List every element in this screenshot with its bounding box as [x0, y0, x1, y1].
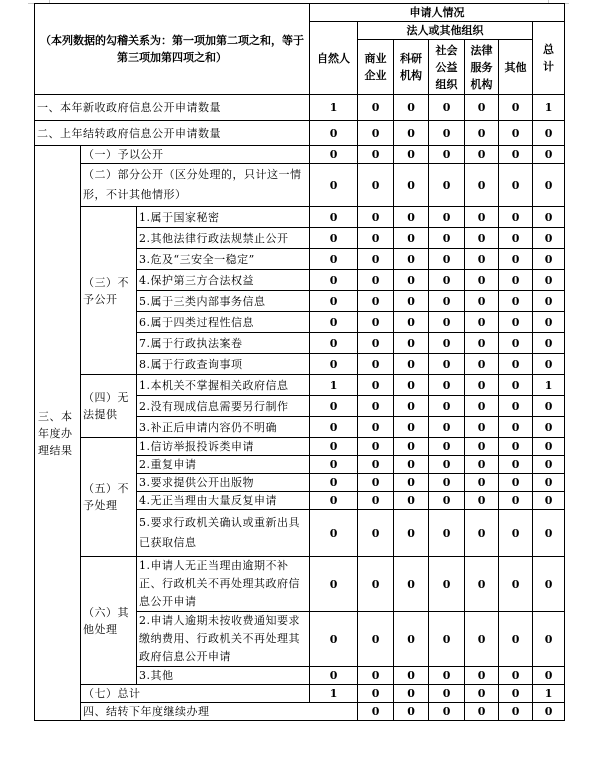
- cell: 0: [358, 207, 394, 228]
- cell: 0: [465, 612, 499, 667]
- cell: 0: [465, 703, 499, 721]
- cell: 1: [310, 375, 358, 396]
- cell: 0: [499, 417, 533, 438]
- cell: 0: [429, 557, 465, 612]
- cell: 0: [358, 375, 394, 396]
- public-welfare-org-header: 社会公益组织: [429, 40, 465, 95]
- cell: 0: [394, 312, 429, 333]
- row-label: 2.申请人逾期未按收费通知要求缴纳费用、行政机关不再处理其政府信息公开申请: [137, 612, 310, 667]
- cell: 0: [394, 417, 429, 438]
- cell: 0: [429, 228, 465, 249]
- natural-person-header: 自然人: [310, 22, 358, 95]
- row-label: 4.无正当理由大量反复申请: [137, 492, 310, 510]
- cell: 0: [533, 474, 565, 492]
- cell: 0: [358, 474, 394, 492]
- row-label: 3.补正后申请内容仍不明确: [137, 417, 310, 438]
- cell: 0: [429, 207, 465, 228]
- cell: 0: [429, 270, 465, 291]
- cell: 0: [533, 417, 565, 438]
- cell: 0: [465, 95, 499, 121]
- cell: 0: [533, 456, 565, 474]
- cell: 1: [533, 375, 565, 396]
- row-label: 4.保护第三方合法权益: [137, 270, 310, 291]
- row-label: 6.属于四类过程性信息: [137, 312, 310, 333]
- row-label: 3.要求提供公开出版物: [137, 474, 310, 492]
- cell: 0: [310, 456, 358, 474]
- cell: 0: [429, 510, 465, 557]
- cell: 0: [499, 146, 533, 164]
- cell: 0: [358, 417, 394, 438]
- cell: 0: [465, 438, 499, 456]
- cell: 0: [429, 354, 465, 375]
- row-label: （二）部分公开（区分处理的，只计这一情形，不计其他情形）: [81, 164, 310, 207]
- cell: 0: [310, 474, 358, 492]
- cell: 0: [465, 249, 499, 270]
- legal-service-org-header: 法律服务机构: [465, 40, 499, 95]
- cell: 0: [533, 396, 565, 417]
- cell: 0: [429, 312, 465, 333]
- cell: 0: [499, 95, 533, 121]
- cell: 0: [310, 396, 358, 417]
- section3-label: 三、本年度办理结果: [35, 146, 81, 721]
- cell: 0: [465, 557, 499, 612]
- cell: 0: [358, 291, 394, 312]
- cell: 0: [394, 685, 429, 703]
- cell: 0: [465, 417, 499, 438]
- cell: 0: [499, 354, 533, 375]
- cell: 0: [465, 333, 499, 354]
- cell: 0: [394, 703, 429, 721]
- cell: 0: [499, 510, 533, 557]
- cell: 0: [499, 557, 533, 612]
- table-row: [35, 146, 565, 164]
- cell: 0: [533, 492, 565, 510]
- header-note: （本列数据的勾稽关系为：第一项加第二项之和，等于第三项加第四项之和）: [35, 4, 310, 95]
- cell: 0: [533, 164, 565, 207]
- cell: 0: [358, 121, 394, 146]
- total-header: 总计: [533, 22, 565, 95]
- cell: 0: [533, 270, 565, 291]
- cell: 0: [499, 685, 533, 703]
- table-row: [35, 95, 565, 121]
- cell: 0: [429, 121, 465, 146]
- row-label: 5.要求行政机关确认或重新出具已获取信息: [137, 510, 310, 557]
- cell: 0: [465, 354, 499, 375]
- cell: 0: [499, 456, 533, 474]
- cell: 0: [394, 667, 429, 685]
- cell: 0: [394, 396, 429, 417]
- cell: 0: [499, 164, 533, 207]
- cell: 0: [358, 95, 394, 121]
- cell: 0: [394, 612, 429, 667]
- cell: 0: [465, 164, 499, 207]
- cell: 0: [310, 121, 358, 146]
- cell: 0: [310, 228, 358, 249]
- other-org-header: 其他: [499, 40, 533, 95]
- row-label: 1.本机关不掌握相关政府信息: [137, 375, 310, 396]
- cell: 0: [465, 685, 499, 703]
- cell: 0: [358, 164, 394, 207]
- cell: 0: [310, 333, 358, 354]
- table-row: [35, 685, 565, 703]
- cell: 0: [465, 207, 499, 228]
- cell: 0: [429, 291, 465, 312]
- cell: 1: [533, 95, 565, 121]
- cell: 0: [394, 474, 429, 492]
- cell: 0: [358, 228, 394, 249]
- cell: 0: [394, 95, 429, 121]
- row-label: 3.危及“三安全一稳定”: [137, 249, 310, 270]
- cell: 0: [310, 291, 358, 312]
- cell: 0: [533, 333, 565, 354]
- cell: 0: [465, 312, 499, 333]
- cell: 0: [533, 667, 565, 685]
- row-label: 7.属于行政执法案卷: [137, 333, 310, 354]
- applicant-info-header: 申请人情况: [310, 4, 565, 22]
- cell: 0: [499, 228, 533, 249]
- cell: 0: [465, 121, 499, 146]
- cell: 0: [499, 438, 533, 456]
- row-label: 1.属于国家秘密: [137, 207, 310, 228]
- cell: 0: [465, 510, 499, 557]
- cell: 0: [533, 249, 565, 270]
- cell: 0: [358, 685, 394, 703]
- cell: 0: [358, 667, 394, 685]
- cell: 0: [533, 612, 565, 667]
- cell: 0: [429, 417, 465, 438]
- cell: 0: [465, 228, 499, 249]
- cell: 0: [358, 557, 394, 612]
- cell: 0: [358, 492, 394, 510]
- cell: 0: [429, 474, 465, 492]
- cell: 0: [394, 438, 429, 456]
- cell: 0: [429, 456, 465, 474]
- cell: 0: [394, 121, 429, 146]
- cell: 0: [310, 417, 358, 438]
- cell: 1: [533, 685, 565, 703]
- cell: 0: [499, 333, 533, 354]
- cell: 0: [394, 291, 429, 312]
- cell: 0: [394, 228, 429, 249]
- cell: 0: [465, 270, 499, 291]
- cell: 0: [310, 312, 358, 333]
- cell: 0: [394, 375, 429, 396]
- cell: 0: [533, 207, 565, 228]
- table-row: [35, 375, 565, 396]
- row-label: 四、结转下年度继续办理: [81, 703, 358, 721]
- cell: 0: [533, 703, 565, 721]
- cell: 0: [310, 510, 358, 557]
- row-label: （七）总计: [81, 685, 310, 703]
- cell: 0: [429, 95, 465, 121]
- cell: 0: [310, 146, 358, 164]
- cell: 0: [394, 456, 429, 474]
- cell: 0: [499, 312, 533, 333]
- research-institution-header: 科研机构: [394, 40, 429, 95]
- cell: 0: [310, 612, 358, 667]
- table-row: [35, 164, 565, 207]
- cell: 0: [465, 291, 499, 312]
- row-label: 2.重复申请: [137, 456, 310, 474]
- cell: 1: [310, 685, 358, 703]
- row-label: 8.属于行政查询事项: [137, 354, 310, 375]
- group-label-not-disclosed: （三）不予公开: [81, 207, 137, 375]
- cell: 0: [310, 270, 358, 291]
- cell: 0: [310, 249, 358, 270]
- cell: 0: [358, 612, 394, 667]
- cell: 0: [394, 270, 429, 291]
- cell: 0: [394, 354, 429, 375]
- cell: 0: [394, 146, 429, 164]
- table-row: [35, 703, 565, 721]
- cell: 0: [499, 291, 533, 312]
- cell: 0: [358, 270, 394, 291]
- cell: 1: [310, 95, 358, 121]
- cell: 0: [429, 164, 465, 207]
- cell: 0: [358, 249, 394, 270]
- cell: 0: [429, 492, 465, 510]
- business-enterprise-header: 商业企业: [358, 40, 394, 95]
- cell: 0: [394, 249, 429, 270]
- cell: 0: [533, 228, 565, 249]
- cell: 0: [310, 557, 358, 612]
- cell: 0: [394, 207, 429, 228]
- cell: 0: [358, 333, 394, 354]
- cell: 0: [429, 438, 465, 456]
- cell: 0: [465, 456, 499, 474]
- cell: 0: [358, 312, 394, 333]
- cell: 0: [358, 510, 394, 557]
- cell: 0: [499, 667, 533, 685]
- cell: 0: [533, 557, 565, 612]
- cell: 0: [358, 456, 394, 474]
- cell: 0: [394, 510, 429, 557]
- table-row: [35, 121, 565, 146]
- cell: 0: [533, 121, 565, 146]
- cell: 0: [533, 438, 565, 456]
- row-label: 1.信访举报投诉类申请: [137, 438, 310, 456]
- cell: 0: [358, 396, 394, 417]
- cell: 0: [394, 557, 429, 612]
- table-row: [35, 207, 565, 228]
- cell: 0: [465, 492, 499, 510]
- cell: 0: [533, 291, 565, 312]
- cell: 0: [499, 207, 533, 228]
- row-label: 2.没有现成信息需要另行制作: [137, 396, 310, 417]
- cell: 0: [358, 354, 394, 375]
- cell: 0: [465, 146, 499, 164]
- cell: 0: [429, 685, 465, 703]
- cell: 0: [310, 207, 358, 228]
- cell: 0: [465, 667, 499, 685]
- cell: 0: [358, 146, 394, 164]
- cell: 0: [533, 146, 565, 164]
- cell: 0: [499, 703, 533, 721]
- cell: 0: [429, 396, 465, 417]
- cell: 0: [429, 146, 465, 164]
- cell: 0: [499, 474, 533, 492]
- row-label: 一、本年新收政府信息公开申请数量: [35, 95, 310, 121]
- cell: 0: [499, 492, 533, 510]
- cell: 0: [499, 612, 533, 667]
- cell: 0: [310, 667, 358, 685]
- cell: 0: [310, 354, 358, 375]
- cell: 0: [358, 703, 394, 721]
- cell: 0: [310, 164, 358, 207]
- cell: 0: [310, 438, 358, 456]
- cell: 0: [394, 164, 429, 207]
- table-row: [35, 438, 565, 456]
- row-label: 5.属于三类内部事务信息: [137, 291, 310, 312]
- cell: 0: [429, 703, 465, 721]
- cell: 0: [499, 249, 533, 270]
- cell: 0: [429, 612, 465, 667]
- row-label: 二、上年结转政府信息公开申请数量: [35, 121, 310, 146]
- group-label-unable-to-provide: （四）无法提供: [81, 375, 137, 438]
- cell: 0: [429, 333, 465, 354]
- information-disclosure-table: [34, 3, 565, 721]
- cell: 0: [499, 121, 533, 146]
- row-label: 2.其他法律行政法规禁止公开: [137, 228, 310, 249]
- cell: 0: [533, 510, 565, 557]
- cell: 0: [465, 375, 499, 396]
- legal-org-header: 法人或其他组织: [358, 22, 533, 40]
- cell: 0: [533, 354, 565, 375]
- cell: 0: [310, 492, 358, 510]
- group-label-not-processed: （五）不予处理: [81, 438, 137, 557]
- table-row: [35, 557, 565, 612]
- cell: 0: [358, 438, 394, 456]
- row-label: 3.其他: [137, 667, 310, 685]
- cell: 0: [499, 375, 533, 396]
- cell: 0: [429, 249, 465, 270]
- cell: 0: [429, 375, 465, 396]
- row-label: （一）予以公开: [81, 146, 310, 164]
- cell: 0: [533, 312, 565, 333]
- group-label-other-processing: （六）其他处理: [81, 557, 137, 685]
- cell: 0: [499, 396, 533, 417]
- cell: 0: [429, 667, 465, 685]
- cell: 0: [465, 396, 499, 417]
- cell: 0: [394, 333, 429, 354]
- row-label: 1.申请人无正当理由逾期不补正、行政机关不再处理其政府信息公开申请: [137, 557, 310, 612]
- cell: 0: [465, 474, 499, 492]
- cell: 0: [394, 492, 429, 510]
- cell: 0: [499, 270, 533, 291]
